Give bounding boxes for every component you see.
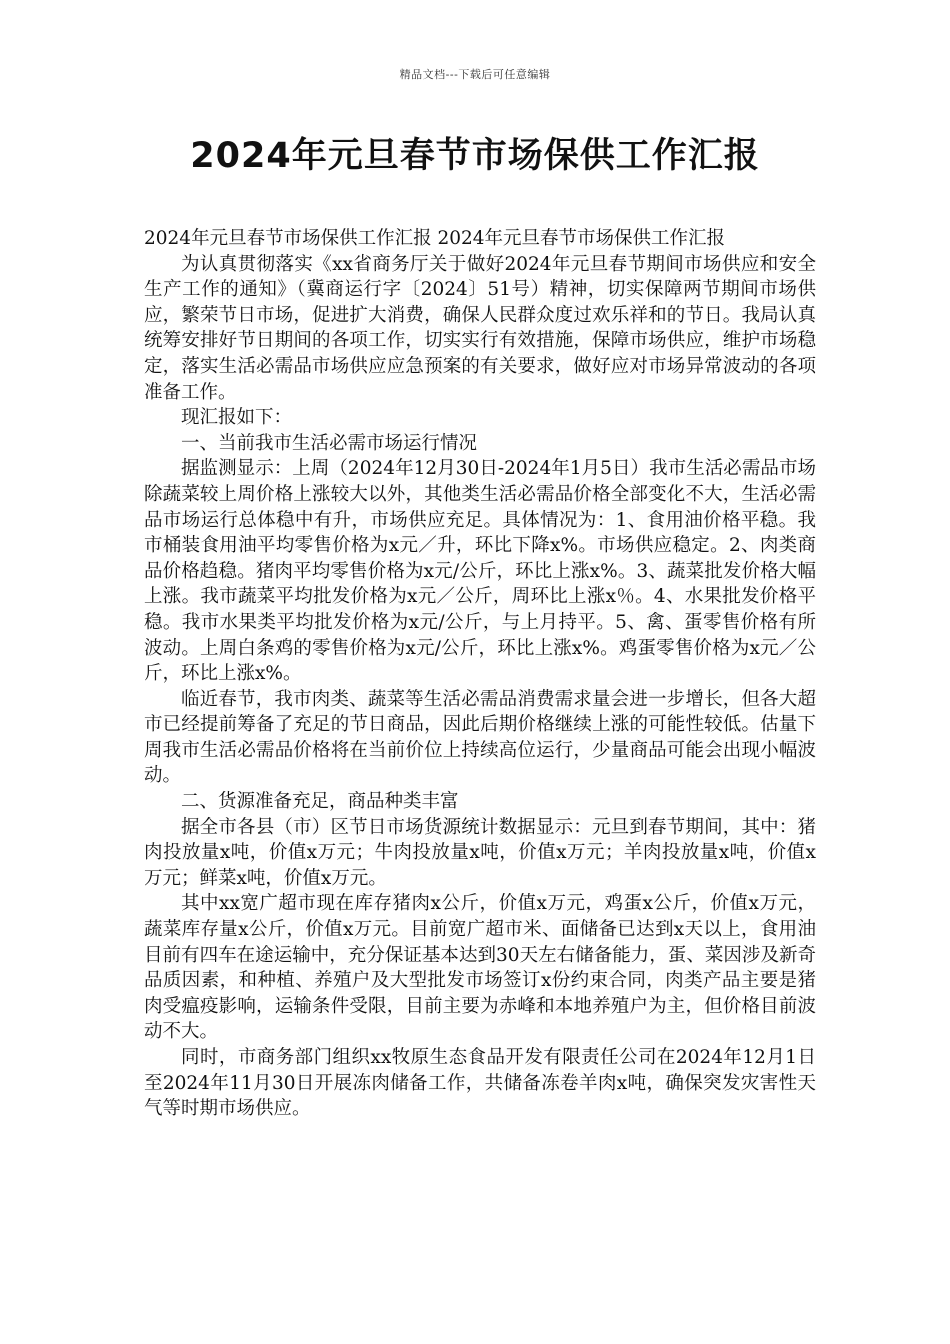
section-heading: 二、货源准备充足，商品种类丰富: [181, 791, 459, 813]
section-heading: 一、当前我市生活必需市场运行情况: [181, 432, 478, 454]
paragraph: 2024年元旦春节市场保供工作汇报 2024年元旦春节市场保供工作汇报: [144, 228, 726, 249]
paragraph: 临近春节，我市肉类、蔬菜等生活必需品消费需求量会进一步增长，但各大超市已经提前筹备了充足的节日商品，因此后期价格继续上涨的可能性较低。估量下周我市生活必需品价格将在当前价位上持续高位运行，少量商品可能会出现小幅波动。: [144, 688, 816, 787]
paragraph: 为认真贯彻落实《xx省商务厅关于做好2024年元旦春节期间市场供应和安全生产工作的通知》（冀商运行字〔2024〕51号）精神，切实保障两节期间市场供应，繁荣节日市场，促进扩大消费，确保人民群众度过欢乐祥和的节日。我局认真统筹安排好节日期间的各项工作，切实实行有效措施，保障市场供应，维护市场稳定，落实生活必需品市场供应应急预案的有关要求，做好应对市场异常波动的各项准备工作。: [144, 253, 816, 403]
document-body: [144, 226, 816, 1122]
paragraph: 据全市各县（市）区节日市场货源统计数据显示：元旦到春节期间，其中：猪肉投放量x吨，价值x万元；牛肉投放量x吨，价值x万元；羊肉投放量x吨，价值x万元；鲜菜x吨，价值x万元。: [144, 816, 816, 889]
paragraph: 同时，市商务部门组织xx牧原生态食品开发有限责任公司在2024年12月1日至2024年11月30日开展冻肉储备工作，共储备冻卷羊肉x吨，确保突发灾害性天气等时期市场供应。: [144, 1047, 816, 1120]
header-note: 精品文档---下载后可任意编辑: [399, 68, 551, 81]
paragraph: 据监测显示：上周（2024年12月30日-2024年1月5日）我市生活必需品市场除蔬菜较上周价格上涨较大以外，其他类生活必需品价格全部变化不大，生活必需品市场运行总体稳中有升，市场供应充足。具体情况为：1、食用油价格平稳。我市桶装食用油平均零售价格为x元／升，环比下降x%。市场供应稳定。2、肉类商品价格趋稳。猪肉平均零售价格为x元/公斤，环比上涨x%。3、蔬菜批发价格大幅上涨。我市蔬菜平均批发价格为x元／公斤，周环比上涨x％。4、水果批发价格平稳。我市水果类平均批发价格为x元/公斤，与上月持平。5、禽、蛋零售价格有所波动。上周白条鸡的零售价格为x元/公斤，环比上涨x%。鸡蛋零售价格为x元／公斤，环比上涨x%。: [144, 458, 816, 685]
document-title: 2024年元旦春节市场保供工作汇报: [190, 136, 760, 176]
paragraph: 现汇报如下：: [181, 407, 293, 429]
paragraph: 其中xx宽广超市现在库存猪肉x公斤，价值x万元，鸡蛋x公斤，价值x万元，蔬菜库存量x公斤，价值x万元。目前宽广超市米、面储备已达到x天以上，食用油目前有四车在途运输中，充分保证基本达到30天左右储备能力，蛋、菜因涉及新奇品质因素，和种植、养殖户及大型批发市场签订x份约束合同，肉类产品主要是猪肉受瘟疫影响，运输条件受限，目前主要为赤峰和本地养殖户为主，但价格目前波动不大。: [144, 893, 816, 1043]
